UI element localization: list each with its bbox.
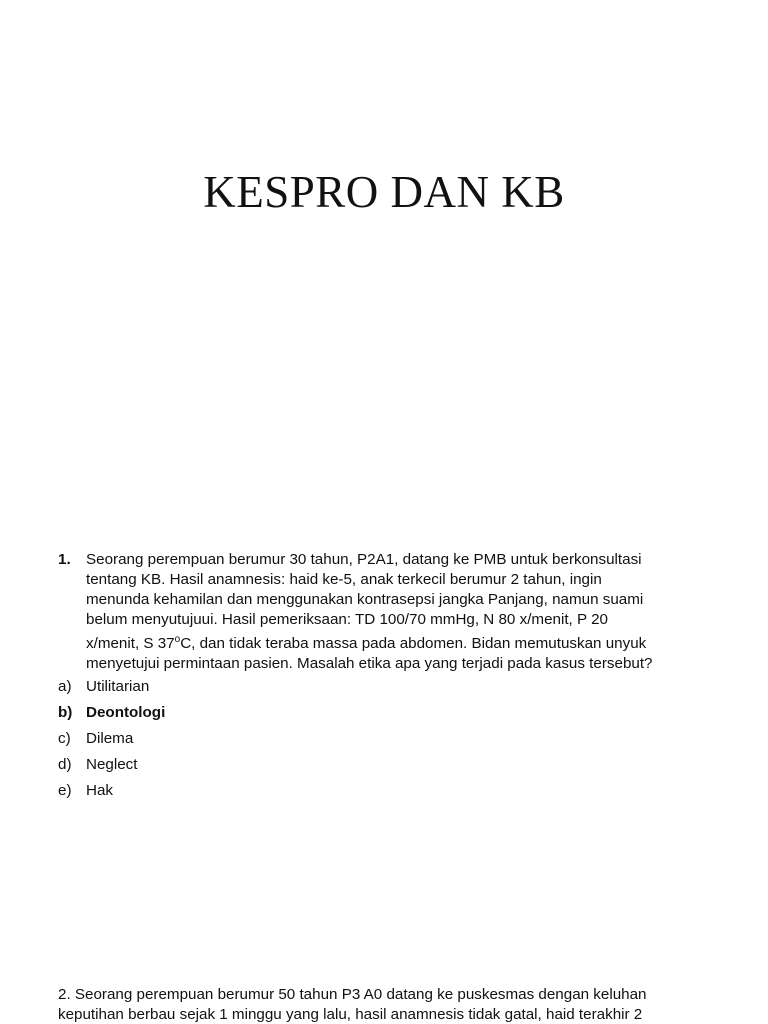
question-2 xyxy=(58,985,718,1024)
question-line: tentang KB. Hasil anamnesis: haid ke-5, anak terkecil berumur 2 tahun, ingin xyxy=(86,570,602,588)
option-letter: c) xyxy=(58,730,71,747)
answer-options xyxy=(58,676,358,806)
question-line: keputihan berbau sejak 1 minggu yang lalu, hasil anamnesis tidak gatal, haid terakhir 2 xyxy=(58,1005,643,1023)
question-number: 1. xyxy=(58,551,71,568)
question-1 xyxy=(58,550,718,674)
degree-superscript: o xyxy=(174,633,181,645)
option-letter: a) xyxy=(58,678,72,695)
page-title: KESPRO DAN KB xyxy=(203,167,565,217)
option-letter: e) xyxy=(58,782,72,799)
question-line-part: C, dan tidak teraba massa pada abdomen. Bidan memutuskan unyuk xyxy=(180,634,647,652)
option-text: Neglect xyxy=(86,756,138,773)
option-e xyxy=(58,780,358,806)
option-text: Dilema xyxy=(86,730,134,747)
question-line: menunda kehamilan dan menggunakan kontrasepsi jangka Panjang, namun suami xyxy=(86,590,644,608)
option-d xyxy=(58,754,358,780)
option-letter: d) xyxy=(58,756,72,773)
question-line: belum menyutujuui. Hasil pemeriksaan: TD 100/70 mmHg, N 80 x/menit, P 20 xyxy=(86,610,608,628)
question-line: menyetujui permintaan pasien. Masalah etika apa yang terjadi pada kasus tersebut? xyxy=(86,654,653,672)
question-text xyxy=(86,550,718,674)
question-line-part: x/menit, S 37 xyxy=(86,634,175,652)
option-a xyxy=(58,676,358,702)
option-letter: b) xyxy=(58,704,73,721)
question-line: 2. Seorang perempuan berumur 50 tahun P3 A0 datang ke puskesmas dengan keluhan xyxy=(58,986,647,1003)
question-line xyxy=(86,630,718,654)
option-text: Hak xyxy=(86,782,114,799)
option-c xyxy=(58,728,358,754)
option-text: Utilitarian xyxy=(86,678,150,695)
option-b xyxy=(58,702,358,728)
option-text: Deontologi xyxy=(86,704,166,721)
question-line: Seorang perempuan berumur 30 tahun, P2A1, datang ke PMB untuk berkonsultasi xyxy=(86,551,642,568)
